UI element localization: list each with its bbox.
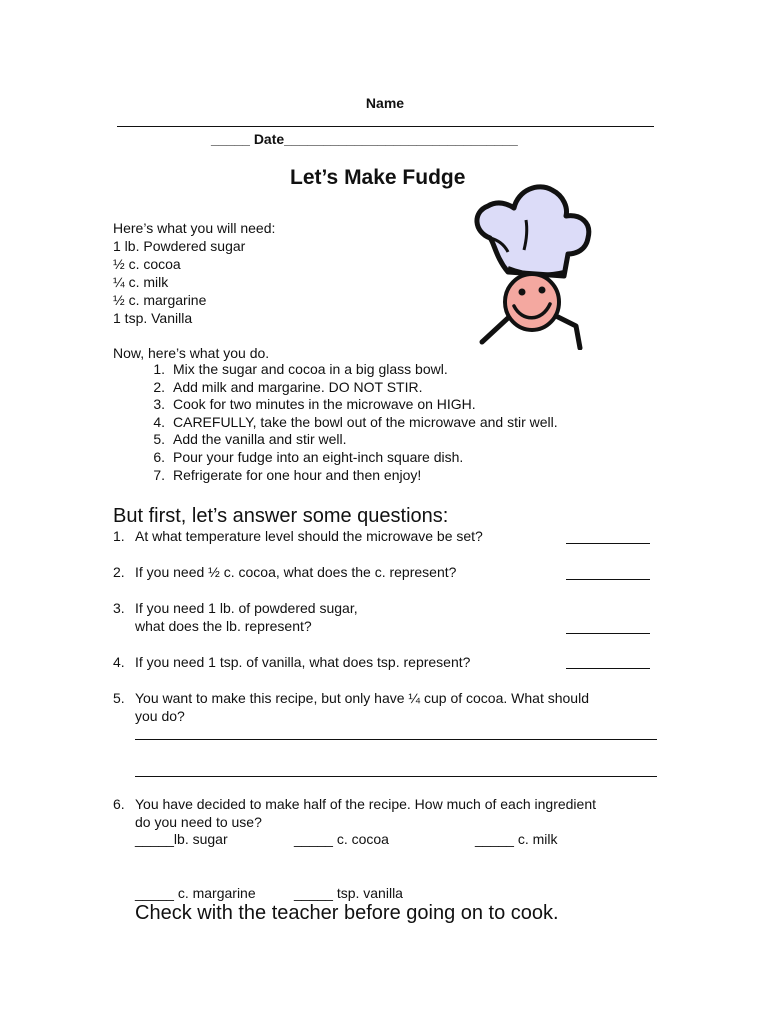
step-text: Add the vanilla and stir well. bbox=[173, 431, 347, 448]
step-item bbox=[143, 396, 558, 414]
step-text: Mix the sugar and cocoa in a big glass bowl. bbox=[173, 361, 448, 377]
fill-milk[interactable]: _____ c. milk bbox=[475, 831, 558, 847]
date-label: _____ Date bbox=[211, 131, 285, 147]
question-5 bbox=[113, 689, 589, 725]
step-number: 2. bbox=[153, 378, 165, 395]
question-text: do you need to use? bbox=[135, 814, 262, 830]
chef-icon bbox=[468, 180, 596, 350]
question-number: 4. bbox=[113, 654, 125, 670]
ingredient-item: ½ c. cocoa bbox=[113, 256, 181, 272]
question-number: 5. bbox=[113, 690, 125, 706]
name-line bbox=[117, 126, 654, 127]
footer-note: Check with the teacher before going on to cook. bbox=[135, 902, 559, 924]
answer-line-5b[interactable] bbox=[135, 776, 657, 777]
fill-cocoa[interactable]: _____ c. cocoa bbox=[294, 831, 389, 847]
question-text: If you need ½ c. cocoa, what does the c. represent? bbox=[135, 564, 457, 580]
answer-line-4[interactable] bbox=[566, 668, 650, 669]
fill-sugar[interactable]: _____lb. sugar bbox=[135, 831, 228, 847]
step-number: 5. bbox=[153, 431, 165, 448]
question-number: 2. bbox=[113, 564, 125, 580]
question-text: You have decided to make half of the recipe. How much of each ingredient bbox=[135, 796, 596, 812]
step-item bbox=[143, 361, 558, 379]
question-number: 3. bbox=[113, 600, 125, 616]
ingredient-item: ¼ c. milk bbox=[113, 274, 169, 290]
fill-margarine[interactable]: _____ c. margarine bbox=[135, 885, 256, 901]
question-text: You want to make this recipe, but only have ¼ cup of cocoa. What should bbox=[135, 690, 589, 706]
ingredient-item: 1 tsp. Vanilla bbox=[113, 310, 193, 326]
questions-heading: But first, let’s answer some questions: bbox=[113, 505, 449, 527]
step-number: 6. bbox=[153, 448, 165, 465]
step-number: 7. bbox=[153, 466, 165, 483]
step-item bbox=[143, 467, 558, 485]
step-number: 3. bbox=[153, 396, 165, 413]
page-title: Let’s Make Fudge bbox=[290, 166, 466, 189]
question-text: what does the lb. represent? bbox=[135, 618, 312, 634]
step-text: Cook for two minutes in the microwave on HIGH. bbox=[173, 396, 476, 413]
question-3 bbox=[113, 599, 358, 635]
question-1 bbox=[113, 527, 483, 545]
answer-line-2[interactable] bbox=[566, 579, 650, 580]
answer-line-3[interactable] bbox=[566, 633, 650, 634]
question-number: 1. bbox=[113, 528, 125, 544]
ingredient-item: ½ c. margarine bbox=[113, 292, 207, 308]
ingredients-intro: Here’s what you will need: bbox=[113, 220, 276, 236]
step-item bbox=[143, 379, 558, 397]
step-item bbox=[143, 414, 558, 432]
answer-line-5a[interactable] bbox=[135, 739, 657, 740]
ingredient-item: 1 lb. Powdered sugar bbox=[113, 238, 246, 254]
question-text: If you need 1 lb. of powdered sugar, bbox=[135, 600, 358, 616]
question-6 bbox=[113, 795, 596, 831]
step-number: 4. bbox=[153, 413, 165, 430]
steps-list bbox=[143, 361, 558, 484]
question-4 bbox=[113, 653, 470, 671]
ingredients-list bbox=[113, 237, 245, 327]
answer-line-1[interactable] bbox=[566, 543, 650, 544]
step-text: Pour your fudge into an eight-inch square dish. bbox=[173, 448, 464, 465]
step-text: CAREFULLY, take the bowl out of the microwave and stir well. bbox=[173, 413, 558, 430]
fill-vanilla[interactable]: _____ tsp. vanilla bbox=[294, 885, 403, 901]
question-text: If you need 1 tsp. of vanilla, what does tsp. represent? bbox=[135, 654, 471, 670]
question-number: 6. bbox=[113, 796, 125, 812]
question-2 bbox=[113, 563, 456, 581]
step-text: Refrigerate for one hour and then enjoy! bbox=[173, 466, 422, 483]
step-text: Add milk and margarine. DO NOT STIR. bbox=[173, 378, 423, 395]
step-item bbox=[143, 449, 558, 467]
question-text: you do? bbox=[135, 708, 185, 724]
question-text: At what temperature level should the microwave be set? bbox=[135, 528, 483, 544]
step-item bbox=[143, 431, 558, 449]
date-line: ______________________________ bbox=[284, 131, 518, 147]
name-label: Name bbox=[365, 95, 405, 111]
steps-intro: Now, here’s what you do. bbox=[113, 345, 270, 361]
date-field bbox=[211, 130, 518, 148]
step-number: 1. bbox=[153, 361, 165, 377]
